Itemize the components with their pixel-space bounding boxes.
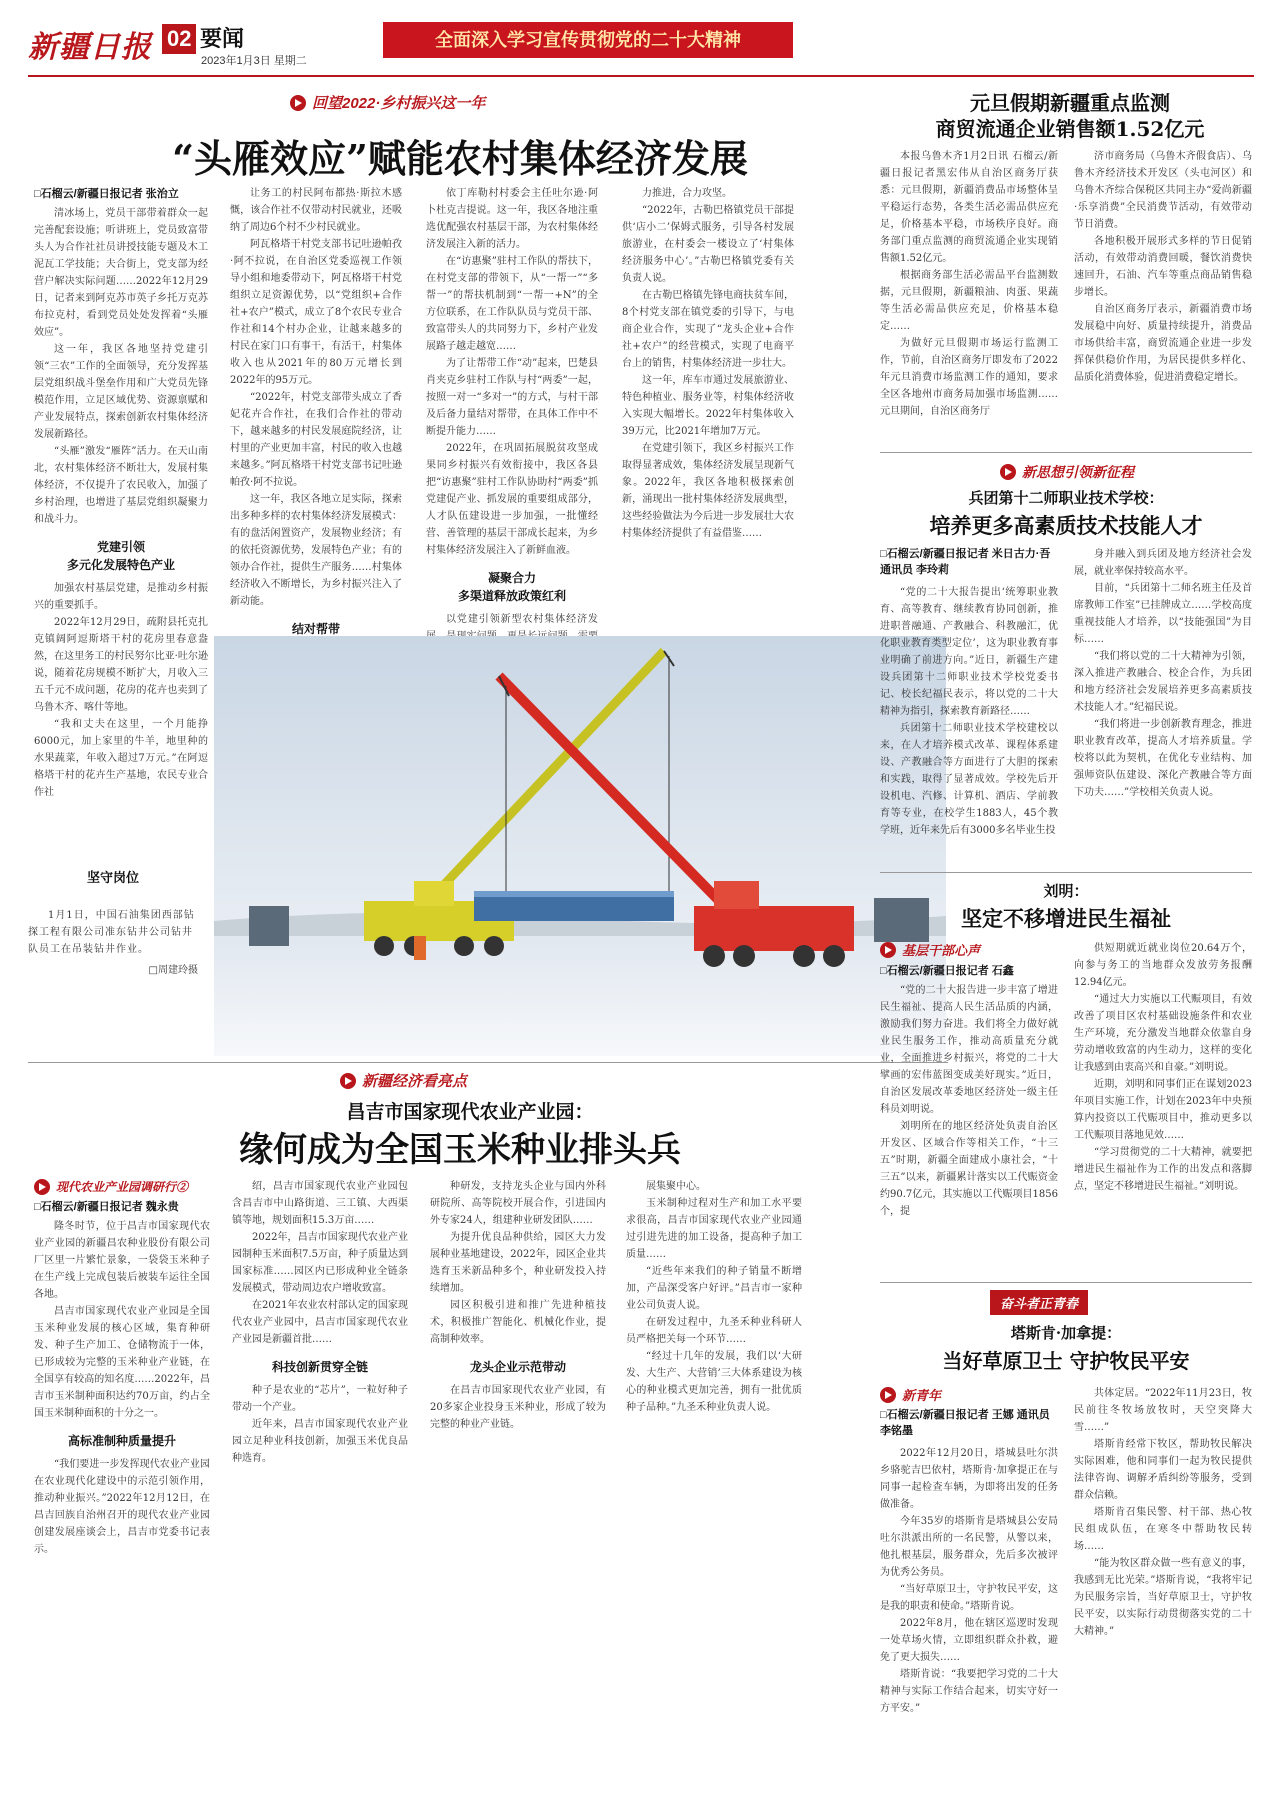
lead-subhead-1: 党建引领 多元化发展特色产业 — [66, 540, 175, 572]
liuming-col-2: 供短期就近就业岗位20.64万个，向参与务工的当地群众发放劳务报酬12.94亿元。 “通过大力实施以工代赈项目，有效改善了项目区农村基础设施条件和农业生产环境，充分激发当地群众依靠自身劳动增收致富的内生动力，这样的变化让我感到由衷高兴和自豪。”刘明说。 近期，刘明和同事们正在谋划2023年项目实施工作，计划在2023年中央预算内投资以工代赈项目中，推动更多以工代赈项目落地见效…… “学习贯彻党的二十大精神，就要把增进民生福祉作为工作的出发点和落脚点，坚定不移增进民生福祉。”刘明说。 — [1074, 943, 1252, 1192]
corn-col-2: 绍，昌吉市国家现代农业产业园包含昌吉市中山路街道、三工镇、大西渠镇等地，规划面积15.3万亩…… 2022年，昌吉市国家现代农业产业园制种玉米面积7.5万亩，种子质量达到国家标准……园区内已形成种业全链条发展模式，带动周边农户增收致富。 在2021年农业农村部认定的国家现代农业产业园中，昌吉市国家现代农业产业园是新疆首批…… 科技创新贯穿全链 种子是农业的“芯片”，一粒好种子带动一个产业。 近年来，昌吉市国家现代农业产业园立足种业科技创新，加强玉米优良品种选育。 — [232, 1181, 408, 1464]
corn-byline: □石榴云/新疆日报记者 魏永贵 — [34, 1201, 179, 1213]
tasken-kicker: 新青年 — [880, 1385, 941, 1404]
corn-col-1: 隆冬时节，位于昌吉市国家现代农业产业园的新疆昌农种业股份有限公司厂区里一片繁忙景象，一袋袋玉米种子在生产线上完成包装后被装车运往全国各地。 昌吉市国家现代农业产业园是全国玉米种业发展的核心区域，集育种研发、种子生产加工、仓储物流于一体，已形成较为完整的玉米种业产业链，在全国享有较高的知名度……2022年，昌吉市玉米制种面积达约70万亩，约占全国玉米制种面积的十分之一。 高标准制种质量提升 “我们要进一步发挥现代农业产业园在农业现代化建设中的示范引领作用，推动种业振兴。”2022年12月12日，在昌吉回族自治州召开的现代农业产业园创建发展座谈会上，昌吉市党委书记表示。 — [34, 1221, 210, 1555]
tasken-col-1: 2022年12月20日，塔城县吐尔洪乡骆驼吉巴依村，塔斯肯·加拿提正在与同事一起检查车辆，为即将出发的任务做准备。 今年35岁的塔斯肯是塔城县公安局吐尔洪派出所的一名民警，从警以来，他扎根基层，服务群众，先后多次被评为优秀公务员。 “当好草原卫士，守护牧民平安，这是我的职责和使命。”塔斯肯说。 2022年8月，他在辖区巡逻时发现一处草场火情，立即组织群众扑救，避免了更大损失…… 塔斯肯说：“我要把学习党的二十大精神与实际工作结合起来，切实守好一方平安。” — [880, 1448, 1058, 1714]
tasken-byline: □石榴云/新疆日报记者 王娜 通讯员 李铭墨 — [880, 1409, 1050, 1437]
corn-col-3: 种研发，支持龙头企业与国内外科研院所、高等院校开展合作，引进国内外专家24人，组建种业研发团队…… 为提升优良品种供给，园区大力发展种业基地建设，2022年，园区企业共选育玉米新品种多个，种业研发投入持续增加。 园区积极引进和推广先进种植技术，积极推广智能化、机械化作业，提高制种效率。 龙头企业示范带动 在昌吉市国家现代农业产业园，有20多家企业投身玉米种业，形成了较为完整的种业产业链。 — [430, 1181, 606, 1430]
page-number: 02 — [162, 24, 196, 54]
lead-subhead-3: 凝聚合力 多渠道释放政策红利 — [457, 571, 566, 603]
masthead — [28, 22, 1254, 70]
corn-headline-top: 昌吉市国家现代农业产业园： — [346, 1101, 594, 1123]
corn-series-tag: 现代农业产业园调研行② — [34, 1178, 188, 1195]
holiday-sales-col-1: 本报乌鲁木齐1月2日讯 石榴云/新疆日报记者黑宏伟从自治区商务厅获悉：元旦假期，新疆消费品市场整体呈平稳运行态势，各类生活必需品供应充足，价格基本平稳，市场秩序良好。商务部门重点监测的商贸流通企业实现销售额1.52亿元。 根据商务部生活必需品平台监测数据，元旦假期，新疆粮油、肉蛋、果蔬等生活必需品供应充足，价格基本稳定…… 为做好元旦假期市场运行监测工作，节前，自治区商务厅即发布了2022年元旦消费市场监测工作的通知，要求全区各地州市商务局加强市场监测……元旦期间，自治区商务厅 — [880, 151, 1058, 417]
masthead-rule — [28, 75, 1254, 77]
kicker-icon — [34, 1179, 50, 1195]
newspaper-logo: 新疆日报 — [28, 30, 152, 65]
corn-kicker: 新疆经济看亮点 — [340, 1070, 467, 1091]
kicker-icon — [340, 1073, 356, 1089]
section-divider-3 — [880, 872, 1252, 873]
section-divider-2 — [880, 452, 1252, 453]
lead-byline: □石榴云/新疆日报记者 张治立 — [34, 188, 179, 200]
lead-col-1: 清冰场上，党员干部带着群众一起完善配套设施；听讲班上，党员致富带头人为合作社社员讲授技能专题及木工泥瓦工学技能；夫合街上，党支部为经营户解决实际问题……2022年12月29日，记者来到阿克苏市英子乡托万克苏布拉克村，看到党员处处发挥着“头雁效应”。 这一年，我区各地坚持党建引领“三农”工作的全面领导，充分发挥基层党组织战斗堡垒作用和广大党员先锋模范作用，立足区域优势、资源禀赋和产业发展特点，探索创新农村集体经济发展新路径。 “头雁”激发“雁阵”活力。在天山南北，农村集体经济不断壮大，发展村集体经济，不仅提升了农民收入，加强了乡村治理，也增进了基层党组织凝聚力和战斗力。 党建引领 多元化发展特色产业 加强农村基层党建，是推动乡村振兴的重要抓手。 2022年12月29日，疏附县托克扎克镇阔阿逗斯塔干村的花房里春意盎然，在这里务工的村民努尔比亚·吐尔逊说，随着花房规模不断扩大，月收入三五千元不成问题，花房的花卉也卖到了乌鲁木齐、喀什等地。 “我和丈夫在这里，一个月能挣6000元，加上家里的牛羊，地里种的水果蔬菜，年收入超过7万元。”在阿逗格塔干村的花卉生产基地，农民专业合作社 — [34, 208, 208, 798]
liuming-headline-top: 刘明： — [1043, 882, 1089, 900]
school-headline-top: 兵团第十二师职业技术学校： — [968, 489, 1164, 507]
liuming-kicker: 基层干部心声 — [880, 940, 980, 959]
section-divider-1 — [28, 1062, 948, 1063]
liuming-headline: 坚定不移增进民生福祉 — [961, 906, 1171, 931]
tasken-col-2: 共体定居。“2022年11月23日，牧民前往冬牧场放牧时，天空突降大雪……” 塔斯肯经常下牧区，帮助牧民解决实际困难，他和同事们一起为牧民提供法律咨询、调解矛盾纠纷等服务，受到群众信赖。 塔斯肯召集民警、村干部、热心牧民组成队伍，在寒冬中帮助牧民转场…… “能为牧区群众做一些有意义的事，我感到无比光荣。”塔斯肯说，“我将牢记为民服务宗旨，当好草原卫士，守护牧民平安，以实际行动贯彻落实党的二十大精神。” — [1074, 1388, 1252, 1637]
school-byline: □石榴云/新疆日报记者 米日古力·吾 通讯员 李玲莉 — [880, 548, 1051, 576]
lead-col-4: 力推进，合力攻坚。 “2022年，古勒巴格镇党员干部提供‘店小二’保姆式服务，引导各村发展旅游业，在村委会一楼设立了‘村集体经济服务中心’。”古勒巴格镇党委有关负责人说。 在古勒巴格镇先锋电商扶贫车间，8个村党支部在镇党委的引导下，与电商企业合作，实现了“龙头企业+合作社+农户”的经营模式，实现了电商平台上的销售，村集体经济进一步壮大。 这一年，库车市通过发展旅游业、特色种植业、服务业等，村集体经济收入实现大幅增长。2022年村集体收入39万元，比2021年增加7万元。 在党建引领下，我区乡村振兴工作取得显著成效，集体经济发展呈现新气象。2022年，我区各地积极探索创新，涌现出一批村集体经济发展典型，这些经验做法为今后进一步发展壮大农村集体经济提供了有益借鉴…… — [622, 188, 794, 539]
liuming-byline: □石榴云/新疆日报记者 石鑫 — [880, 965, 1014, 977]
photo-credit: □周建玲摄 — [148, 965, 198, 976]
lead-kicker: 回望2022·乡村振兴这一年 — [290, 92, 485, 113]
caption-title: 坚守岗位 — [86, 871, 139, 886]
lead-subhead-2: 结对帮带 — [291, 622, 340, 636]
photo-caption — [28, 870, 198, 979]
corn-subhead-1: 高标准制种质量提升 — [67, 1434, 176, 1448]
school-col-1: “党的二十大报告提出‘统筹职业教育、高等教育、继续教育协同创新，推进职普融通、产教融合、科教融汇，优化职业教育类型定位’，这为职业教育事业明确了前进方向。”近日，新疆生产建设兵团第十二师职业技术学校党委书记、校长纪福民表示，将以党的二十大精神为指引，探索教育新路径…… 兵团第十二师职业技术学校建校以来，在人才培养模式改革、课程体系建设、产教融合等方面进行了大胆的探索和实践，取得了显著成效。学校先后开设机电、汽修、计算机、酒店、学前教育等专业，在校学生1883人，45个教学班，近年来先后有3000多名毕业生投 — [880, 587, 1058, 836]
kicker-icon — [1000, 464, 1016, 480]
tasken-headline: 当好草原卫士 守护牧民平安 — [942, 1349, 1190, 1373]
school-headline: 培养更多高素质技术技能人才 — [929, 513, 1203, 538]
school-col-2: 身并融入到兵团及地方经济社会发展，就业率保持较高水平。 目前，“兵团第十二师名班主任及首席教师工作室”已挂牌成立……学校高度重视技能人才培养，以“技能强国”为目标…… “我们将以党的二十大精神为引领，深入推进产教融合、校企合作，为兵团和地方经济社会发展培养更多高素质技术技能人才。”纪福民说。 “我们将进一步创新教育理念，推进职业教育改革，提高人才培养质量。学校将以此为契机，在优化专业结构、加强师资队伍建设、深化产教融合等方面下功夫……”学校相关负责人说。 — [1074, 549, 1252, 798]
school-kicker: 新思想引领新征程 — [1000, 462, 1134, 482]
corn-subhead-2: 科技创新贯穿全链 — [271, 1360, 368, 1374]
tasken-headline-top: 塔斯肯·加拿提： — [1010, 1324, 1122, 1342]
section-title: 要闻 — [200, 26, 245, 51]
section-divider-4 — [880, 1282, 1252, 1283]
kicker-icon — [880, 1387, 896, 1403]
liuming-col-1: “党的二十大报告进一步丰富了增进民生福祉、提高人民生活品质的内涵，激励我们努力奋进。我们将全力做好就业民生服务工作，推动高质量充分就业，全面推进乡村振兴，将党的二十大擘画的宏伟蓝图变成美好现实。”近日，自治区发展改革委地区经济处一级主任科员刘明说。 刘明所在的地区经济处负责自治区开发区、区域合作等相关工作，“十三五”时期，新疆全面建成小康社会，“十三五”以来，新疆累计落实以工代赈资金约90.7亿元，其实施以工代赈项目1856个，提 — [880, 985, 1058, 1217]
corn-col-4: 展集聚中心。 玉米制种过程对生产和加工水平要求很高，昌吉市国家现代农业产业园通过引进先进的加工设备，提高种子加工质量…… “近些年来我们的种子销量不断增加，产品深受客户好评。”昌吉市一家种业公司负责人说。 在研发过程中，九圣禾种业科研人员严格把关每一个环节…… “经过十几年的发展，我们以‘大研发、大生产、大营销’三大体系建设为核心的种业模式更加完善，拥有一批优质种子品种。”九圣禾种业负责人说。 — [626, 1181, 802, 1413]
holiday-sales-col-2: 济市商务局（乌鲁木齐假食店）、乌鲁木齐经济技术开发区（头屯河区）和乌鲁木齐综合保税区共同主办“爱尚新疆·乐享消费”全民消费节活动，有效带动节日消费。 各地积极开展形式多样的节日促销活动，有效带动消费回暖，餐饮消费快速回升，石油、汽车等重点商品销售稳步增长。 自治区商务厅表示，新疆消费市场发展稳中向好、质量持续提升，消费品市场供给丰富，商贸流通企业进一步发挥保供稳价作用，为居民提供多样化、品质化消费体验，促进消费稳定增长。 — [1074, 151, 1252, 383]
lead-headline: “头雁效应”赋能农村集体经济发展 — [172, 136, 748, 181]
top-banner: 全面深入学习宣传贯彻党的二十大精神 — [383, 22, 793, 58]
kicker-icon — [880, 942, 896, 958]
lead-col-2: 让务工的村民阿布都热·斯拉木感慨，该合作社不仅带动村民就业，还吸纳了周边6个村不少村民就业。 阿瓦格塔干村党支部书记吐逊帕孜·阿不拉说，在自治区党委巡视工作领导小组和地委带动下，阿瓦格塔干村党组织立足资源优势，以“党组织+合作社+农户”模式，成立了8个农民专业合作社和14个村办企业，让越来越多的村民在家门口有事干，有活干，村集体收入也从2021年的80万元增长到2022年的95万元。 “2022年，村党支部带头成立了香妃花卉合作社，在我们合作社的带动下，越来越多的村民发展庭院经济，让村里的产业更加丰富，村民的收入也越来越多。”阿瓦格塔干村党支部书记吐逊帕孜·阿不拉说。 这一年，我区各地立足实际，探索出多种多样的农村集体经济发展模式：有的盘活闲置资产，发展物业经济；有的依托资源优势，发展特色产业；有的领办合作社，提供生产服务……村集体经济收入不断增长，为乡村振兴注入了新动能。 结对帮带 — [230, 185, 402, 625]
issue-date: 2023年1月3日 星期二 — [201, 55, 307, 67]
kicker-icon — [290, 95, 306, 111]
crane-photo — [214, 636, 946, 1056]
column-tag: 奋斗者正青春 — [990, 1290, 1088, 1315]
corn-subhead-3: 龙头企业示范带动 — [469, 1360, 566, 1374]
corn-headline: 缘何成为全国玉米种业排头兵 — [239, 1130, 681, 1170]
lead-col-3: 依丁库勒村村委会主任吐尔逊·阿卜杜克吉提说。这一年，我区各地注重选优配强农村基层干部，为农村集体经济发展注入新的活力。 在“访惠聚”驻村工作队的帮扶下，在村党支部的带领下，从“一帮一”“多帮一”的帮扶机制到“一帮一+N”的全方位联系，在工作队队员与党员干部、致富带头人的共同努力下，乡村产业发展路子越走越宽…… 为了让帮带工作“动”起来，巴楚县肖夹克乡驻村工作队与村“两委”一起，按照一对一“多对一”的方式，与村干部及后备力量结对帮带，在具体工作中不断提升能力…… 2022年，在巩固拓展脱贫攻坚成果同乡村振兴有效衔接中，我区各县把“访惠聚”驻村工作队协助村“两委”抓党建促产业、抓发展的重要组成部分，人才队伍建设进一步加强，一批懂经营、善管理的基层干部成长起来，为乡村集体经济发展注入了新鲜血液。 凝聚合力 多渠道释放政策红利 以党建引领新型农村集体经济发 — [426, 188, 598, 625]
crane-photo-image — [214, 636, 946, 1056]
holiday-sales-headline: 元旦假期新疆重点监测 商贸流通企业销售额1.52亿元 — [935, 91, 1205, 141]
caption-text: 1月1日，中国石油集团西部钻探工程有限公司准东钻井公司钻井队员工在吊装钻井作业。 — [28, 910, 195, 955]
